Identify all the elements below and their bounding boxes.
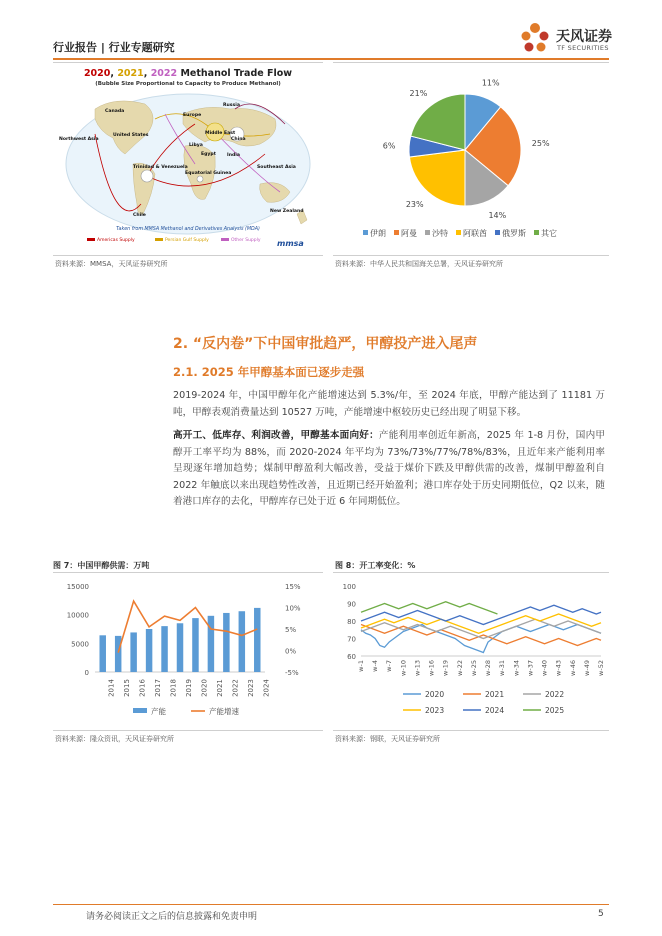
- fig7-x-tick-2014: 2014: [107, 679, 116, 697]
- fig8-x-tick-w-34: w-34: [512, 660, 521, 676]
- pie-label-4: 23%: [405, 200, 424, 210]
- map-label-canada: Canada: [105, 109, 125, 114]
- fig7-legend-bar: 产能: [151, 707, 166, 716]
- fig7-left-tick-3: 5000: [71, 640, 89, 649]
- fig8-y-tick-5: 60: [347, 653, 356, 661]
- pie-legend-1: 伊朗: [370, 229, 386, 238]
- fig8-title: 图 8：开工率变化：%: [335, 561, 416, 570]
- fig8-legend-2024: 2024: [485, 706, 505, 715]
- map-legend-other: Other Supply: [231, 238, 261, 243]
- fig7-bar-2017: [146, 629, 152, 672]
- fig8-x-tick-w-1: w-1: [357, 660, 365, 672]
- fig7-right-tick-3: 5%: [285, 626, 297, 634]
- footer-disclaimer: 请务必阅读正文之后的信息披露和免责申明: [86, 912, 258, 922]
- map-label-chile: Chile: [133, 213, 146, 218]
- fig8-x-tick-w-19: w-19: [441, 660, 450, 676]
- fig7-x-tick-2017: 2017: [154, 679, 163, 697]
- pie-legend-4: 阿联酋: [463, 229, 487, 238]
- pie-label-5: 6%: [382, 141, 396, 151]
- fig8-x-tick-w-10: w-10: [399, 660, 408, 676]
- pie-legend-3: 沙特: [432, 229, 448, 238]
- fig7-bar-2021: [208, 616, 214, 672]
- fig7-x-tick-2019: 2019: [185, 679, 193, 697]
- fig7-x-tick-2022: 2022: [231, 679, 240, 697]
- fig8-y-tick-4: 70: [347, 635, 356, 644]
- map-title-year-2021: 2021: [117, 68, 144, 79]
- header-title: 行业报告 | 行业专题研究: [53, 41, 175, 54]
- fig8-x-tick-w-13: w-13: [413, 660, 422, 676]
- map-label-eq-guinea: Equatorial Guinea: [185, 171, 232, 176]
- brand-name: 天风证券: [556, 29, 612, 45]
- footer-divider: [53, 904, 609, 905]
- section-heading: 2. “反内卷”下中国审批趋严，甲醇投产进入尾声: [173, 336, 478, 352]
- paragraph-2: [173, 428, 605, 511]
- fig7-bar-2024: [254, 608, 260, 672]
- fig8-y-tick-1: 100: [342, 583, 356, 591]
- map-label-europe: Europe: [183, 113, 202, 118]
- map-label-trinidad: Trinidad & Venezuela: [133, 165, 188, 170]
- paragraph-2-body: 产能利用率创近年新高，2025 年 1-8 月份，国内甲醇开工率平均为 88%，而 2020-2024 年平均为 73%/73%/77%/78%/83%，且近年来产能利用率呈现逐年增加趋势；煤制甲醇盈利大幅改善，受益于煤价下跌及甲醇供需的改善，煤制甲醇盈利自 2022 年触底以来出现趋势性改善，且近期已经开始盈利；港口库存处于历史同期低位，Q2 以来，随着港口库存的去化，甲醇库存已处于近 6 年同期低位。: [173, 430, 606, 507]
- pie-label-3: 14%: [488, 211, 507, 221]
- page-number: 5: [598, 909, 604, 919]
- fig7-bar-2014: [99, 635, 105, 672]
- fig7-bar-2022: [223, 613, 229, 672]
- subsection-heading: 2.1. 2025 年甲醇基本面已逐步走强: [173, 365, 365, 379]
- pie-legend-5: 俄罗斯: [502, 229, 526, 238]
- map-title: 2020, 2021, 2022 Methanol Trade Flow: [83, 68, 293, 79]
- fig7-x-tick-2023: 2023: [246, 679, 255, 697]
- fig8-x-tick-w-22: w-22: [455, 660, 464, 676]
- fig8-x-tick-w-40: w-40: [540, 660, 549, 676]
- fig8-legend-2025: 2025: [545, 706, 565, 715]
- map-label-india: India: [227, 153, 240, 158]
- map-label-middle-east: Middle East: [205, 131, 236, 136]
- paragraph-1: 2019-2024 年，中国甲醇年化产能增速达到 5.3%/年，至 2024 年底，甲醇产能达到了 11181 万吨，甲醇表观消费量达到 10527 万吨，产能增速中枢较历史已经出现了明显下移。: [173, 390, 605, 418]
- fig8-legend-2020: 2020: [425, 690, 445, 699]
- pie-legend-swatch-1: [363, 230, 368, 235]
- map-title-rest: Methanol Trade Flow: [180, 68, 293, 79]
- pie-legend-swatch-2: [394, 230, 399, 235]
- map-label-usa: United States: [113, 133, 149, 138]
- fig8-x-tick-w-25: w-25: [469, 660, 478, 676]
- fig7-left-tick-2: 10000: [66, 611, 89, 620]
- fig7-bar-2020: [192, 618, 198, 672]
- fig7-right-tick-5: -5%: [285, 669, 299, 677]
- brand-name-en: TF SECURITIES: [557, 44, 609, 52]
- fig7-bar-2016: [130, 632, 136, 672]
- fig8-x-tick-w-46: w-46: [568, 660, 577, 676]
- pie-legend-2: 阿曼: [401, 229, 417, 238]
- fig8-y-tick-2: 90: [347, 600, 356, 609]
- map-label-nw-asia: Northwest Asia: [59, 137, 99, 142]
- fig7-x-tick-2020: 2020: [200, 679, 209, 697]
- import-share-pie-chart: [335, 64, 607, 252]
- fig8-y-tick-3: 80: [347, 618, 356, 626]
- pie-label-2: 25%: [531, 139, 550, 149]
- map-credit: Taken from MMSA Methanol and Derivatives Analysis (MDA): [116, 227, 260, 232]
- pie-legend-swatch-5: [495, 230, 500, 235]
- mmsa-logo: mmsa: [277, 239, 304, 248]
- fig8-source: 资料来源：钢联，天风证券研究所: [335, 735, 440, 743]
- map-title-year-2020: 2020: [83, 68, 111, 79]
- fig8-x-tick-w-43: w-43: [554, 660, 563, 676]
- fig7-title: 图 7：中国甲醇供需：万吨: [53, 561, 150, 570]
- pie-legend-6: 其它: [541, 229, 557, 238]
- fig7-right-tick-2: 10%: [285, 604, 301, 613]
- pie-source: 资料来源：中华人民共和国海关总署，天风证券研究所: [335, 260, 503, 268]
- utilization-rate-chart: [333, 574, 609, 726]
- map-title-year-2022: 2022: [150, 68, 178, 79]
- fig8-x-tick-w-31: w-31: [498, 660, 507, 676]
- fig7-left-tick-4: 0: [84, 669, 89, 677]
- pie-label-1: 11%: [481, 78, 500, 88]
- pie-legend-swatch-4: [456, 230, 461, 235]
- fig7-x-tick-2016: 2016: [138, 679, 147, 697]
- map-legend-americas: Americas Supply: [97, 238, 135, 243]
- fig7-source: 资料来源：隆众资讯，天风证券研究所: [55, 735, 174, 743]
- fig7-right-tick-1: 15%: [285, 583, 301, 591]
- map-label-nz: New Zealand: [270, 209, 304, 214]
- fig7-x-tick-2024: 2024: [262, 679, 271, 697]
- methanol-trade-map: [55, 64, 321, 252]
- fig8-x-tick-w-37: w-37: [526, 660, 535, 676]
- fig8-x-tick-w-49: w-49: [582, 660, 591, 676]
- map-label-egypt: Egypt: [201, 152, 216, 157]
- pie-label-6: 21%: [409, 89, 428, 99]
- header-divider: [53, 58, 609, 60]
- pie-legend-swatch-3: [425, 230, 430, 235]
- fig7-bar-2019: [177, 623, 183, 672]
- fig7-right-tick-4: 0%: [285, 647, 297, 656]
- fig8-x-tick-w-28: w-28: [484, 660, 493, 676]
- map-legend-gulf: Persian Gulf Supply: [165, 238, 209, 243]
- fig7-line-capacity-growth: [118, 601, 257, 653]
- fig8-line-2025: [361, 602, 497, 614]
- map-label-russia: Russia: [223, 103, 240, 108]
- fig8-x-tick-w-52: w-52: [597, 660, 605, 676]
- pie-slice-4: [409, 150, 465, 206]
- map-subtitle: (Bubble Size Proportional to Capacity to Produce Methanol): [95, 81, 281, 87]
- fig7-x-tick-2021: 2021: [215, 679, 224, 697]
- fig7-bar-2018: [161, 626, 167, 672]
- fig8-x-tick-w-16: w-16: [427, 660, 436, 676]
- methanol-supply-chart: [53, 574, 323, 726]
- map-label-china: China: [231, 137, 246, 142]
- fig8-legend-2021: 2021: [485, 690, 505, 699]
- fig7-left-tick-1: 15000: [66, 583, 89, 591]
- fig7-legend-swatch-bar: [133, 708, 147, 713]
- fig8-legend-2022: 2022: [545, 690, 565, 699]
- fig7-x-tick-2015: 2015: [123, 679, 132, 697]
- fig8-x-tick-w-7: w-7: [385, 660, 394, 672]
- fig7-bar-2023: [239, 611, 245, 672]
- fig8-legend-2023: 2023: [425, 706, 445, 715]
- map-label-se-asia: Southeast Asia: [257, 165, 296, 170]
- fig7-x-tick-2018: 2018: [169, 679, 178, 697]
- pie-legend-swatch-6: [534, 230, 539, 235]
- fig7-legend-line: 产能增速: [209, 707, 239, 716]
- map-source: 资料来源：MMSA，天风证券研究所: [55, 260, 168, 268]
- fig7-bar-2015: [115, 636, 121, 672]
- paragraph-2-lead: 高开工、低库存、利润改善，甲醇基本面向好：: [173, 430, 379, 441]
- map-label-libya: Libya: [189, 143, 203, 148]
- fig8-x-tick-w-4: w-4: [371, 660, 380, 672]
